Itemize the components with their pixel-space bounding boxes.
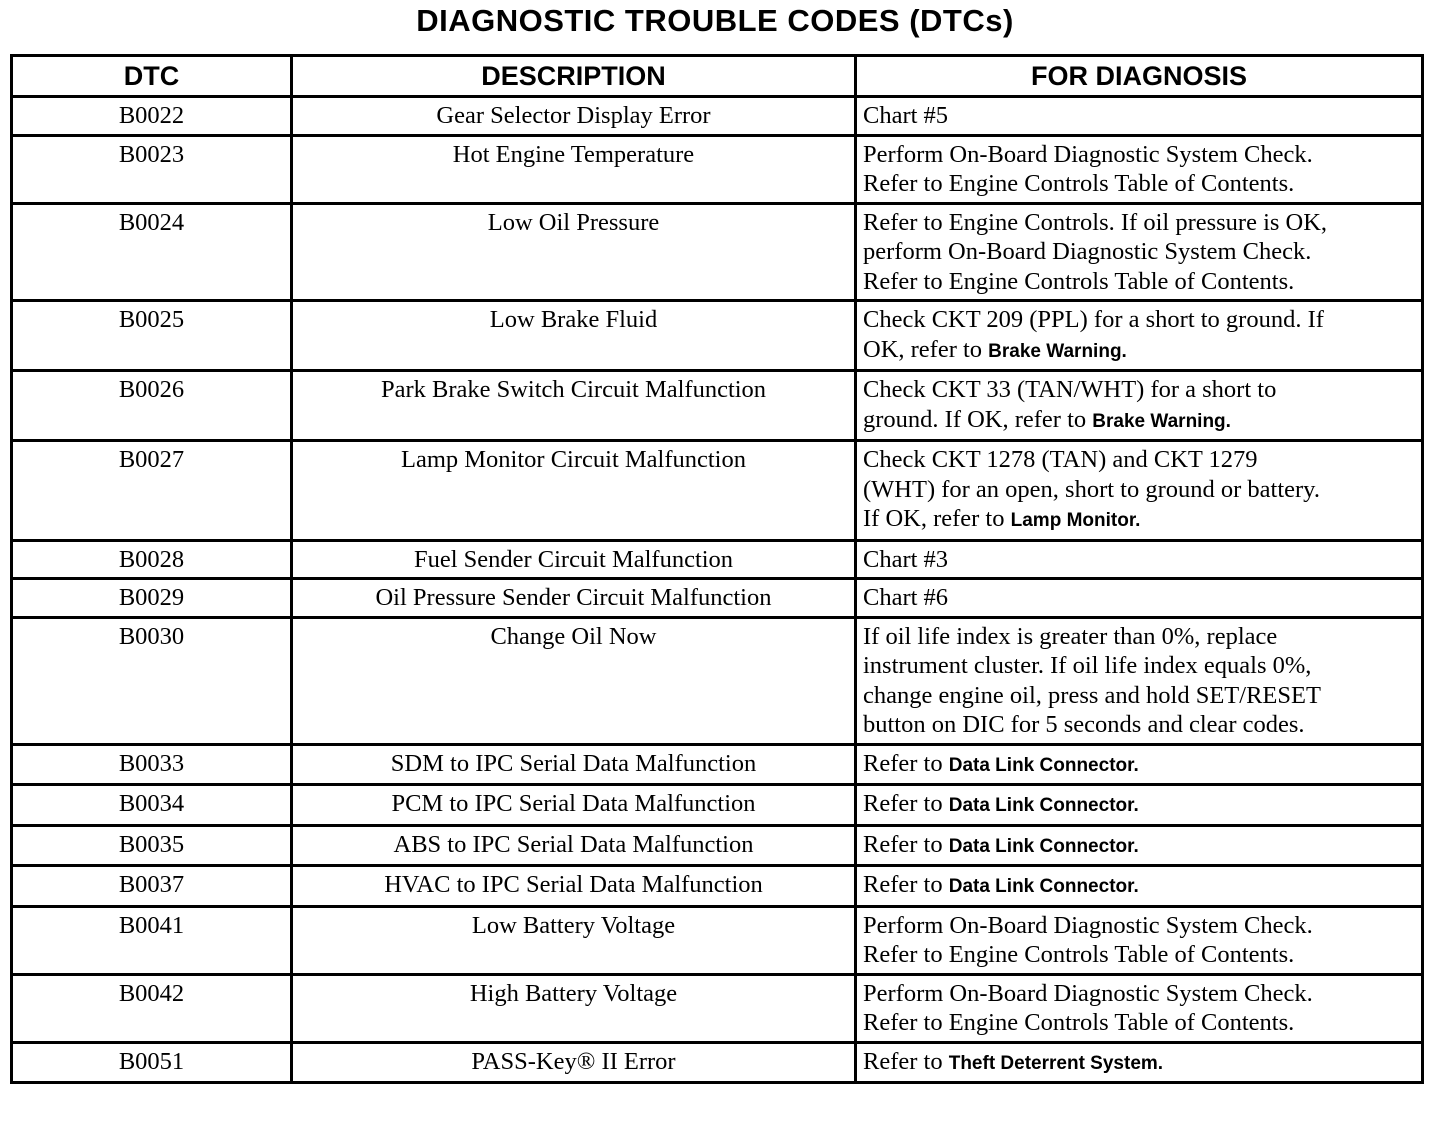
- diagnosis-line: [863, 504, 1415, 536]
- diagnosis-text: Chart #5: [863, 102, 949, 129]
- dtc-code-cell: B0033: [12, 744, 292, 785]
- description-cell: ABS to IPC Serial Data Malfunction: [292, 825, 856, 866]
- description-cell: High Battery Voltage: [292, 974, 856, 1042]
- description-cell: PASS-Key® II Error: [292, 1042, 856, 1083]
- table-row: [12, 301, 1423, 371]
- diagnosis-cell: [856, 906, 1423, 974]
- diagnosis-cell: [856, 825, 1423, 866]
- table-row: [12, 371, 1423, 441]
- diagnosis-cell: [856, 97, 1423, 136]
- description-cell: HVAC to IPC Serial Data Malfunction: [292, 866, 856, 907]
- diagnosis-line: [863, 208, 1415, 238]
- diagnosis-line: [863, 1008, 1415, 1038]
- description-cell: Low Oil Pressure: [292, 203, 856, 301]
- diagnosis-cell: [856, 974, 1423, 1042]
- diagnosis-cell: [856, 441, 1423, 541]
- diagnosis-line: [863, 830, 1415, 862]
- reference-link[interactable]: Lamp Monitor.: [1010, 510, 1141, 531]
- diagnosis-text: Perform On-Board Diagnostic System Check.: [863, 979, 1313, 1007]
- diagnosis-line: [863, 651, 1415, 681]
- reference-link[interactable]: Brake Warning.: [1092, 410, 1231, 432]
- diagnosis-text: change engine oil, press and hold SET/RESET: [863, 681, 1321, 709]
- diagnosis-line: [863, 405, 1415, 437]
- dtc-code-cell: B0041: [12, 906, 292, 974]
- description-cell: Fuel Sender Circuit Malfunction: [292, 540, 856, 579]
- diagnosis-text: Chart #6: [863, 584, 949, 611]
- description-cell: Low Battery Voltage: [292, 906, 856, 974]
- diagnosis-line: [863, 545, 1415, 575]
- diagnosis-line: [863, 979, 1415, 1009]
- diagnosis-text: Refer to: [863, 830, 943, 858]
- diagnosis-line: [863, 940, 1415, 970]
- dtc-code-cell: B0023: [12, 135, 292, 203]
- description-cell: Oil Pressure Sender Circuit Malfunction: [292, 579, 856, 618]
- reference-link[interactable]: Data Link Connector.: [948, 876, 1139, 897]
- diagnosis-cell: [856, 617, 1423, 744]
- diagnosis-text: instrument cluster. If oil life index equals 0%,: [863, 652, 1312, 679]
- table-row: [12, 744, 1423, 785]
- description-cell: Change Oil Now: [292, 617, 856, 744]
- dtc-code-cell: B0030: [12, 617, 292, 744]
- diagnosis-text: Refer to Engine Controls Table of Contents.: [863, 1009, 1295, 1036]
- table-row: [12, 97, 1423, 136]
- diagnosis-cell: [856, 785, 1423, 826]
- reference-link[interactable]: Data Link Connector.: [948, 754, 1139, 776]
- reference-link[interactable]: Data Link Connector.: [948, 795, 1139, 816]
- diagnosis-text: Refer to Engine Controls Table of Contents.: [863, 170, 1295, 197]
- diagnosis-line: [863, 681, 1415, 711]
- diagnosis-cell: [856, 135, 1423, 203]
- page-title: DIAGNOSTIC TROUBLE CODES (DTCs): [416, 3, 1014, 38]
- dtc-code-cell: B0025: [12, 301, 292, 371]
- dtc-code-cell: B0028: [12, 540, 292, 579]
- diagnosis-cell: [856, 866, 1423, 907]
- description-column-header: DESCRIPTION: [292, 56, 856, 97]
- diagnosis-line: [863, 475, 1415, 505]
- dtc-code-cell: B0029: [12, 579, 292, 618]
- diagnosis-cell: [856, 579, 1423, 618]
- diagnosis-cell: [856, 301, 1423, 371]
- diagnosis-line: [863, 870, 1415, 902]
- diagnosis-text: Refer to: [863, 749, 943, 777]
- table-row: [12, 540, 1423, 579]
- dtc-code-cell: B0022: [12, 97, 292, 136]
- description-cell: Hot Engine Temperature: [292, 135, 856, 203]
- dtc-code-cell: B0051: [12, 1042, 292, 1083]
- table-row: [12, 866, 1423, 907]
- dtc-code-cell: B0035: [12, 825, 292, 866]
- diagnosis-text: Check CKT 209 (PPL) for a short to ground. If: [863, 306, 1324, 333]
- table-row: [12, 825, 1423, 866]
- dtc-code-cell: B0026: [12, 371, 292, 441]
- description-cell: Park Brake Switch Circuit Malfunction: [292, 371, 856, 441]
- table-header-row: [12, 56, 1423, 97]
- table-row: [12, 203, 1423, 301]
- diagnosis-line: [863, 749, 1415, 781]
- diagnosis-line: [863, 305, 1415, 335]
- diagnosis-line: [863, 237, 1415, 267]
- diagnosis-line: [863, 622, 1415, 652]
- diagnosis-text: Refer to: [863, 871, 943, 898]
- description-cell: PCM to IPC Serial Data Malfunction: [292, 785, 856, 826]
- table-body: [12, 97, 1423, 1083]
- diagnosis-line: [863, 789, 1415, 821]
- diagnosis-line: [863, 710, 1415, 740]
- diagnosis-column-header: FOR DIAGNOSIS: [856, 56, 1423, 97]
- diagnosis-text: ground. If OK, refer to: [863, 405, 1087, 433]
- diagnosis-line: [863, 140, 1415, 170]
- diagnosis-text: perform On-Board Diagnostic System Check.: [863, 238, 1312, 265]
- description-cell: Lamp Monitor Circuit Malfunction: [292, 441, 856, 541]
- table-row: [12, 441, 1423, 541]
- diagnosis-text: Refer to: [863, 1047, 943, 1075]
- diagnosis-cell: [856, 744, 1423, 785]
- diagnosis-cell: [856, 203, 1423, 301]
- diagnosis-text: Refer to: [863, 790, 943, 817]
- diagnosis-text: Chart #3: [863, 545, 949, 573]
- diagnosis-text: Check CKT 1278 (TAN) and CKT 1279: [863, 446, 1258, 473]
- table-row: [12, 785, 1423, 826]
- dtc-code-cell: B0027: [12, 441, 292, 541]
- description-cell: Gear Selector Display Error: [292, 97, 856, 136]
- description-cell: SDM to IPC Serial Data Malfunction: [292, 744, 856, 785]
- dtc-code-cell: B0034: [12, 785, 292, 826]
- reference-link[interactable]: Theft Deterrent System.: [948, 1052, 1164, 1074]
- diagnosis-line: [863, 583, 1415, 613]
- diagnosis-text: OK, refer to: [863, 335, 983, 363]
- dtc-code-cell: B0037: [12, 866, 292, 907]
- diagnosis-text: Check CKT 33 (TAN/WHT) for a short to: [863, 376, 1277, 403]
- diagnosis-cell: [856, 371, 1423, 441]
- table-row: [12, 974, 1423, 1042]
- reference-link[interactable]: Data Link Connector.: [948, 835, 1139, 857]
- table-row: [12, 1042, 1423, 1083]
- diagnosis-line: [863, 1047, 1415, 1079]
- diagnosis-line: [863, 169, 1415, 199]
- dtc-column-header: DTC: [12, 56, 292, 97]
- diagnosis-text: Refer to Engine Controls Table of Contents.: [863, 267, 1295, 295]
- diagnosis-text: If OK, refer to: [863, 505, 1005, 532]
- diagnosis-line: [863, 335, 1415, 367]
- dtc-table: [10, 54, 1424, 1084]
- diagnosis-line: [863, 267, 1415, 297]
- dtc-code-cell: B0042: [12, 974, 292, 1042]
- diagnosis-text: Perform On-Board Diagnostic System Check.: [863, 140, 1313, 168]
- table-row: [12, 579, 1423, 618]
- diagnosis-cell: [856, 1042, 1423, 1083]
- table-row: [12, 135, 1423, 203]
- table-row: [12, 617, 1423, 744]
- reference-link[interactable]: Brake Warning.: [988, 340, 1127, 362]
- diagnosis-line: [863, 911, 1415, 941]
- dtc-code-cell: B0024: [12, 203, 292, 301]
- diagnosis-text: button on DIC for 5 seconds and clear codes.: [863, 711, 1305, 738]
- diagnosis-text: Refer to Engine Controls. If oil pressure is OK,: [863, 208, 1328, 236]
- diagnosis-text: Refer to Engine Controls Table of Contents.: [863, 941, 1295, 968]
- diagnosis-text: If oil life index is greater than 0%, replace: [863, 622, 1278, 650]
- table-row: [12, 906, 1423, 974]
- description-cell: Low Brake Fluid: [292, 301, 856, 371]
- diagnosis-line: [863, 445, 1415, 475]
- diagnosis-text: Perform On-Board Diagnostic System Check.: [863, 911, 1313, 939]
- diagnosis-cell: [856, 540, 1423, 579]
- diagnosis-line: [863, 375, 1415, 405]
- diagnosis-line: [863, 101, 1415, 131]
- diagnosis-text: (WHT) for an open, short to ground or battery.: [863, 475, 1320, 503]
